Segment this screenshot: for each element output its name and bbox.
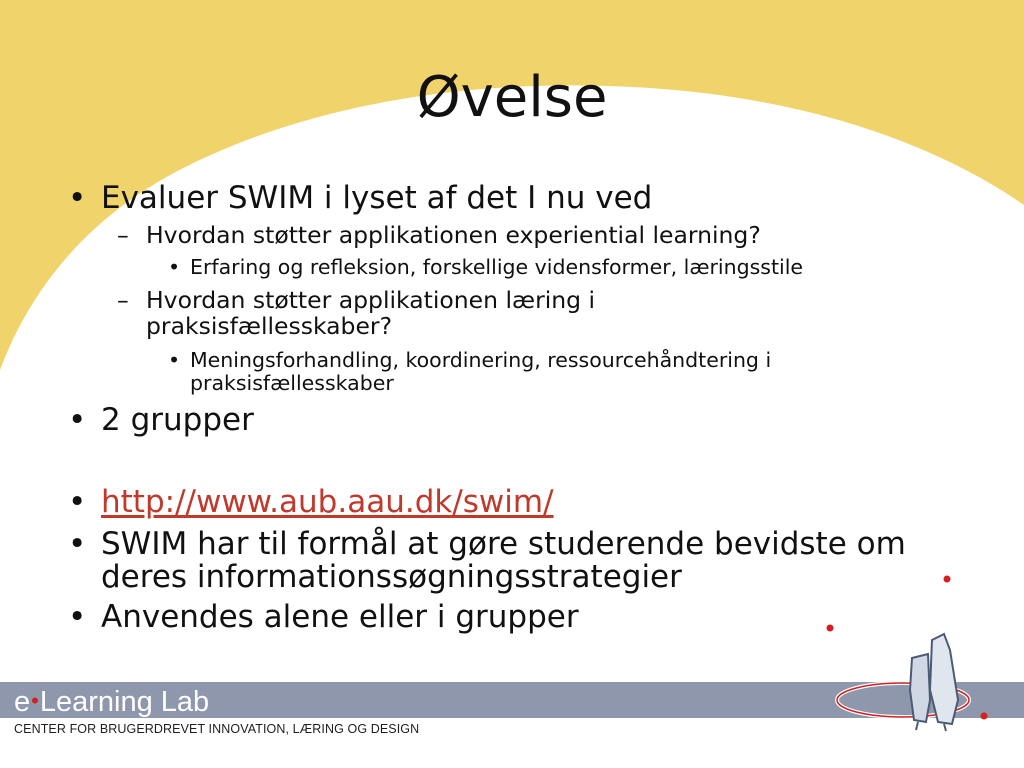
- brand-name: Learning Lab: [39, 686, 210, 718]
- swim-link[interactable]: http://www.aub.aau.dk/swim/: [101, 484, 554, 520]
- bullet-anvendes: Anvendes alene eller i grupper: [101, 599, 579, 635]
- bullet-swim-formaal-cont: deres informationssøgningsstrategier: [101, 559, 682, 595]
- sub-bullet-laering-cont: praksisfællesskaber?: [146, 312, 393, 340]
- bullet-grupper: 2 grupper: [101, 402, 254, 438]
- footer-tagline: CENTER FOR BRUGERDREVET INNOVATION, LÆRING OG DESIGN: [14, 722, 420, 736]
- bullet-marker: •: [68, 526, 87, 562]
- bullet-marker: •: [68, 484, 87, 520]
- bullet-marker: •: [68, 599, 87, 635]
- brand-e: e: [14, 686, 31, 718]
- sub-sub-bullet-erfaring: Erfaring og refleksion, forskellige vidensformer, læringsstile: [190, 255, 804, 279]
- bullet-evaluer: Evaluer SWIM i lyset af det I nu ved: [101, 180, 653, 216]
- sub-bullet-experiential: Hvordan støtter applikationen experiential learning?: [146, 221, 761, 249]
- dash-marker: –: [117, 286, 129, 314]
- bullet-swim-formaal: SWIM har til formål at gøre studerende bevidste om: [101, 526, 906, 562]
- bullet-marker: •: [168, 255, 181, 279]
- sub-sub-bullet-mening-cont: praksisfællesskaber: [190, 371, 394, 395]
- dash-marker: –: [117, 221, 129, 249]
- brand-dot: •: [31, 688, 39, 713]
- slide-title: Øvelse: [416, 65, 608, 130]
- red-dot: [981, 713, 988, 720]
- bullet-marker: •: [168, 348, 181, 372]
- sub-sub-bullet-mening: Meningsforhandling, koordinering, ressourcehåndtering i: [190, 348, 772, 372]
- bullet-marker: •: [68, 180, 87, 216]
- sub-bullet-laering: Hvordan støtter applikationen læring i: [146, 286, 596, 314]
- elearning-lab-logo: [14, 683, 209, 720]
- bullet-marker: •: [68, 402, 87, 438]
